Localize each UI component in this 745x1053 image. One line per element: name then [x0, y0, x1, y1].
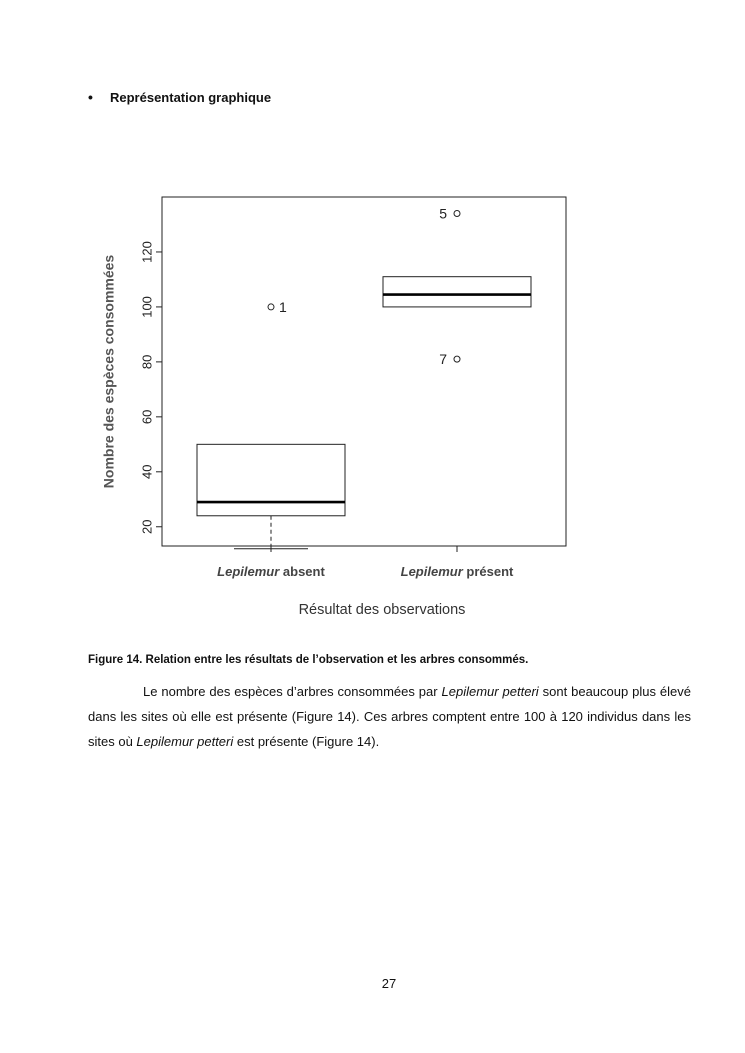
page-number: 27	[381, 976, 397, 991]
section-heading	[88, 89, 271, 105]
paragraph-text-3: est présente (Figure 14).	[233, 734, 380, 749]
box-iqr	[197, 444, 345, 515]
section-heading-text: Représentation graphique	[110, 90, 272, 105]
boxplot-chart	[95, 185, 585, 625]
outlier-point	[454, 356, 460, 362]
outlier-point	[454, 210, 460, 216]
y-tick-label: 20	[139, 519, 155, 534]
y-tick-label: 60	[139, 409, 155, 425]
x-tick-label: Lepilemur présent	[400, 564, 514, 579]
y-axis-title: Nombre des espèces consommées	[100, 254, 117, 489]
outlier-point	[268, 304, 274, 310]
bullet-icon: •	[88, 89, 93, 105]
plot-frame	[162, 197, 566, 546]
outlier-label: 1	[279, 298, 287, 315]
x-axis-title: Résultat des observations	[298, 602, 466, 618]
y-tick-label: 120	[139, 241, 155, 263]
y-tick-label: 40	[139, 464, 155, 480]
x-tick-label: Lepilemur absent	[217, 564, 325, 579]
outlier-label: 7	[439, 351, 447, 368]
paragraph-text-2: sont beaucoup plus élevé dans les sites où elle est présente (Figure 14). Ces arbres comptent entre 100 à 120 individus dans les sites où	[88, 684, 692, 749]
figure-caption: Figure 14. Relation entre les résultats de l’observation et les arbres consommés.	[88, 654, 529, 666]
outlier-label: 5	[439, 205, 447, 222]
y-tick-label: 100	[139, 296, 155, 318]
box-iqr	[383, 277, 531, 307]
body-paragraph	[88, 679, 691, 754]
paragraph-text-1: Le nombre des espèces d’arbres consommées par	[143, 684, 442, 699]
y-tick-label: 80	[139, 354, 155, 370]
plot-layer	[101, 197, 566, 618]
paragraph-species-1: Lepilemur petteri	[441, 684, 539, 699]
paragraph-species-2: Lepilemur petteri	[136, 734, 234, 749]
